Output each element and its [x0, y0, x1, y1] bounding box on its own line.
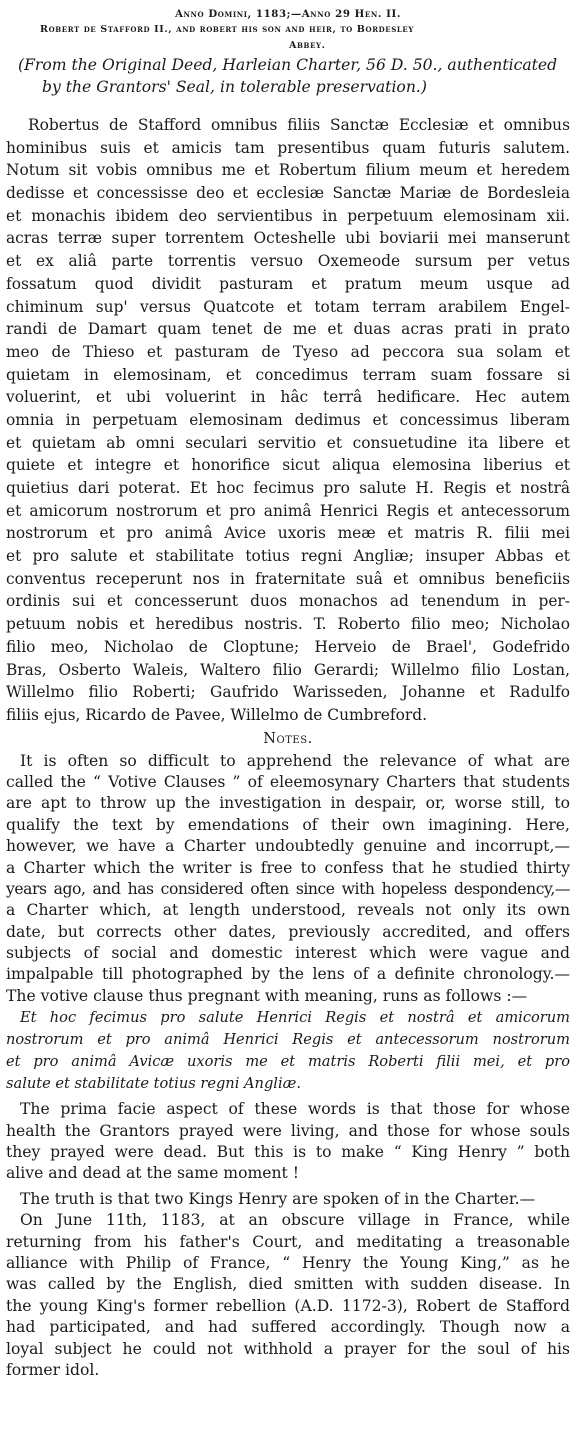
- charter-line: et amicorum nostrorum et pro animâ Henrici Regis et antecessorum: [6, 501, 570, 520]
- charter-line: et monachis ibidem deo servientibus in perpetuum elemosinam xii.: [6, 206, 570, 225]
- charter-line: quietam in elemosinam, et concedimus terram suam fossare si: [6, 365, 570, 384]
- notes-line: had participated, and had suffered accordingly. Though now a: [6, 1318, 570, 1337]
- charter-line: meo de Thieso et pasturam de Tyeso ad peccora sua solam et: [6, 342, 570, 361]
- charter-line: ordinis sui et concesserunt duos monachos ad tenendum in per-: [6, 592, 570, 611]
- document-page: [6, 6, 570, 1381]
- charter-text: [6, 114, 570, 727]
- charter-line: randi de Damart quam tenet de me et duas acras prati in prato: [6, 320, 570, 339]
- notes-line: years ago, and has considered often since with hopeless despondency,—: [6, 879, 570, 898]
- charter-line: voluerint, et ubi voluerint in hâc terrâ hedificare. Hec autem: [6, 388, 570, 407]
- charter-line: et ex aliâ parte torrentis versuo Oxemeode sursum per vetus: [6, 252, 570, 271]
- charter-line: omnia in perpetuam elemosinam dedimus et concessimus liberam: [6, 410, 570, 429]
- notes-line: loyal subject he could not withhold a prayer for the soul of his: [6, 1339, 570, 1358]
- charter-line: chiminum sup' versus Quatcote et totam terram arabilem Engel-: [6, 297, 570, 316]
- charter-line: Bras, Osberto Waleis, Waltero filio Gerardi; Willelmo filio Lostan,: [6, 660, 570, 679]
- charter-line: et pro salute et stabilitate totius regni Angliæ; insuper Abbas et: [6, 547, 570, 566]
- charter-line: dedisse et concessisse deo et ecclesiæ Sanctæ Mariæ de Bordesleia: [6, 184, 570, 203]
- charter-line: filio meo, Nicholao de Cloptune; Herveio de Brael', Godefrido: [6, 637, 570, 656]
- quote-line: et pro animâ Avicæ uxoris me et matris Roberti filii mei, et pro: [6, 1053, 570, 1071]
- charter-line: acras terræ super torrentem Octeshelle ubi boviarii mei manserunt: [6, 229, 570, 248]
- charter-line: Willelmo filio Roberti; Gaufrido Warisseden, Johanne et Radulfo: [6, 683, 570, 702]
- charter-line: petuum nobis et heredibus nostris. T. Roberto filio meo; Nicholao: [6, 615, 570, 634]
- notes-paragraph-2: [6, 1099, 570, 1185]
- notes-line: The truth is that two Kings Henry are spoken of in the Charter.—: [20, 1189, 536, 1208]
- notes-line: the young King's former rebellion (A.D. 1172-3), Robert de Stafford: [6, 1296, 570, 1315]
- notes-line: It is often so difficult to apprehend the relevance of what are: [20, 751, 570, 770]
- page-heading-title-continued: Abbey.: [289, 40, 326, 51]
- charter-line: nostrorum et pro animâ Avice uxoris meæ et matris R. filii mei: [6, 524, 570, 543]
- charter-line: et quietam ab omni seculari servitio et consuetudine ita libere et: [6, 433, 570, 452]
- section-spacer: [6, 98, 570, 114]
- notes-paragraph-1: [6, 751, 570, 1008]
- notes-line: The votive clause thus pregnant with meaning, runs as follows :—: [6, 986, 528, 1005]
- charter-line: filiis ejus, Ricardo de Pavee, Willelmo de Cumbreford.: [6, 705, 427, 724]
- source-note-line-2: by the Grantors' Seal, in tolerable preservation.): [42, 78, 427, 96]
- notes-line: called the “ Votive Clauses ” of eleemosynary Charters that students: [6, 772, 570, 791]
- votive-clause-quote: [6, 1007, 570, 1095]
- notes-line: former idol.: [6, 1360, 100, 1379]
- notes-line: date, but corrects other dates, previously accredited, and offers: [6, 922, 570, 941]
- notes-line: alliance with Philip of France, “ Henry the Young King,” as he: [6, 1253, 570, 1272]
- charter-line: fossatum quod dividit pasturam et pratum meum usque ad: [6, 274, 570, 293]
- charter-line: conventus receperunt nos in fraternitate suâ et omnibus beneficiis: [6, 569, 570, 588]
- page-heading-title: Robert de Stafford II., and robert his son and heir, to Bordesley: [40, 24, 414, 35]
- notes-line: The prima facie aspect of these words is that those for whose: [20, 1100, 570, 1119]
- quote-line: salute et stabilitate totius regni Angliæ.: [6, 1075, 301, 1093]
- notes-line: subjects of social and domestic interest which were vague and: [6, 944, 570, 963]
- notes-line: On June 11th, 1183, at an obscure village in France, while: [20, 1211, 570, 1230]
- notes-line: alive and dead at the same moment !: [6, 1164, 299, 1183]
- notes-line: impalpable till photographed by the lens of a definite chronology.—: [6, 965, 570, 984]
- quote-line: Et hoc fecimus pro salute Henrici Regis et nostrâ et amicorum: [20, 1009, 570, 1027]
- notes-line: returning from his father's Court, and meditating a treasonable: [6, 1232, 570, 1251]
- notes-line: health the Grantors prayed were living, and those for whose souls: [6, 1121, 570, 1140]
- notes-line: however, we have a Charter undoubtedly genuine and incorrupt,—: [6, 837, 570, 856]
- notes-heading: Notes.: [263, 729, 313, 747]
- source-note-line-1: (From the Original Deed, Harleian Charter, 56 D. 50., authenticated: [18, 56, 558, 74]
- page-heading-date: Anno Domini, 1183;—Anno 29 Hen. II.: [175, 8, 401, 20]
- quote-line: nostrorum et pro animâ Henrici Regis et antecessorum nostrorum: [6, 1031, 570, 1049]
- notes-line: a Charter which the writer is free to confess that he studied thirty: [6, 858, 570, 877]
- charter-line: quiete et integre et honorifice sicut aliqua elemosina liberius et: [6, 456, 570, 475]
- notes-line: are apt to throw up the investigation in despair, or, worse still, to: [6, 794, 570, 813]
- notes-line: a Charter which, at length understood, reveals not only its own: [6, 901, 570, 920]
- charter-line: Robertus de Stafford omnibus filiis Sanctæ Ecclesiæ et omnibus: [28, 116, 570, 134]
- notes-line: they prayed were dead. But this is to make “ King Henry ” both: [6, 1143, 570, 1162]
- charter-line: hominibus suis et amicis tam presentibus quam futuris salutem.: [6, 138, 570, 157]
- notes-paragraph-3: [6, 1189, 570, 1382]
- notes-line: was called by the English, died smitten with sudden disease. In: [6, 1275, 570, 1294]
- notes-line: qualify the text by emendations of their own imagining. Here,: [6, 815, 570, 834]
- charter-line: Notum sit vobis omnibus me et Robertum filium meum et heredem: [6, 161, 570, 180]
- charter-line: quietius dari poterat. Et hoc fecimus pro salute H. Regis et nostrâ: [6, 479, 570, 497]
